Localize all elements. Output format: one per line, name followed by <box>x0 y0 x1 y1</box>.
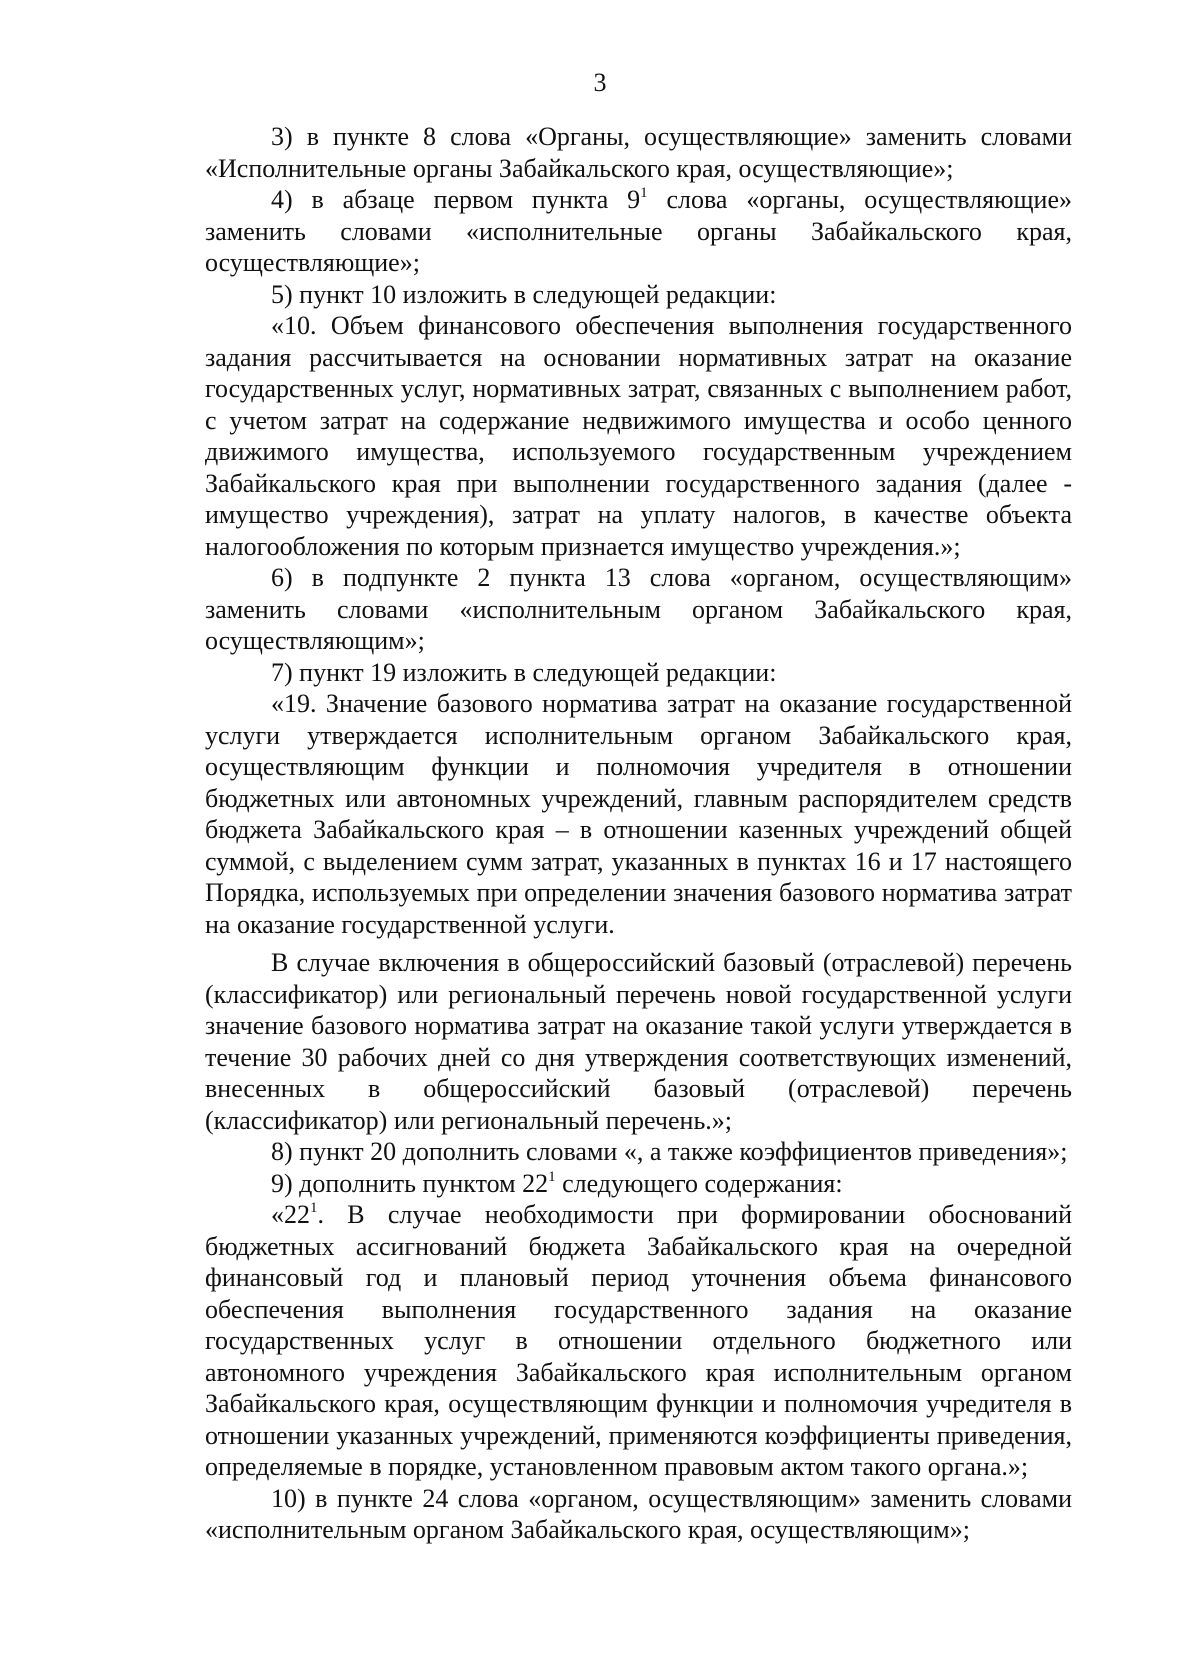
paragraph-item-8: 8) пункт 20 дополнить словами «, а также коэффициентов приведения»; <box>271 1137 1068 1166</box>
paragraph-item-9 <box>205 1168 1072 1200</box>
paragraph-item-6: 6) в подпункте 2 пункта 13 слова «органом, осуществляющим» заменить словами «исполнительным органом Забайкальского края, осуществляющим»; <box>205 563 1072 655</box>
superscript-1: 1 <box>640 185 648 201</box>
superscript-1: 1 <box>548 1168 556 1185</box>
paragraph-point-22-1-body: . В случае необходимости при формировании обоснований бюджетных ассигнований бюджета Забайкальского края на очередной финансовый год и плановый период уточнения объема финансового обеспечения выполнения государственного задания на оказание государственных услуг в отношении отдельного бюджетного или автономного учреждения Забайкальского края исполнительным органом Забайкальского края, осуществляющим функции и полномочия учредителя в отношении указанных учреждений, применяются коэффициенты приведения, определяемые в порядке, установленном правовым актом такого органа.»; <box>205 1200 1072 1481</box>
paragraph-point-19-second: В случае включения в общероссийский базовый (отраслевой) перечень (классификатор) или региональный перечень новой государственной услуги значение базового норматива затрат на оказание такой услуги утверждается в течение 30 рабочих дней со дня утверждения соответствующих изменений, внесенных в общероссийский базовый (отраслевой) перечень (классификатор) или региональный перечень.»; <box>205 948 1072 1135</box>
page-number: 3 <box>593 68 607 97</box>
paragraph-point-10-text: «10. Объем финансового обеспечения выполнения государственного задания рассчитывается на основании нормативных затрат на оказание государственных услуг, нормативных затрат, связанных с выполнением работ, с учетом затрат на содержание недвижимого имущества и особо ценного движимого имущества, используемого государственным учреждением Забайкальского края при выполнении государственного задания (далее - имущество учреждения), затрат на уплату налогов, в качестве объекта налогообложения по которым признается имущество учреждения.»; <box>205 311 1072 561</box>
paragraph-item-4 <box>205 184 1072 279</box>
paragraph-item-5: 5) пункт 10 изложить в следующей редакции: <box>271 279 777 309</box>
paragraph-item-9-text-continued: следующего содержания: <box>555 1168 843 1198</box>
paragraph-item-10: 10) в пункте 24 слова «органом, осуществляющим» заменить словами «исполнительным органом Забайкальского края, осуществляющим»; <box>205 1483 1072 1544</box>
document-body <box>205 121 1072 1546</box>
paragraph-point-19-text: «19. Значение базового норматива затрат на оказание государственной услуги утверждается исполнительным органом Забайкальского края, осуществляющим функции и полномочия учредителя в отношении бюджетных или автономных учреждений, главным распорядителем средств бюджета Забайкальского края – в отношении казенных учреждений общей суммой, с выделением сумм затрат, указанных в пунктах 16 и 17 настоящего Порядка, используемых при определении значения базового норматива затрат на оказание государственной услуги. <box>205 689 1072 939</box>
paragraph-point-22-1-prefix: «22 <box>271 1200 310 1229</box>
paragraph-item-4-text: 4) в абзаце первом пункта 9 <box>271 185 641 214</box>
paragraph-item-7: 7) пункт 19 изложить в следующей редакции: <box>271 657 777 687</box>
superscript-1: 1 <box>310 1200 318 1216</box>
paragraph-point-22-1-text <box>205 1199 1072 1483</box>
paragraph-item-4-text-continued: слова «органы, осуществляющие» заменить словами «исполнительные органы Забайкальского края, осуществляющие»; <box>205 185 1072 277</box>
paragraph-item-9-text: 9) дополнить пунктом 22 <box>271 1168 549 1198</box>
paragraph-item-3: 3) в пункте 8 слова «Органы, осуществляющие» заменить словами «Исполнительные органы Забайкальского края, осуществляющие»; <box>205 122 1072 183</box>
